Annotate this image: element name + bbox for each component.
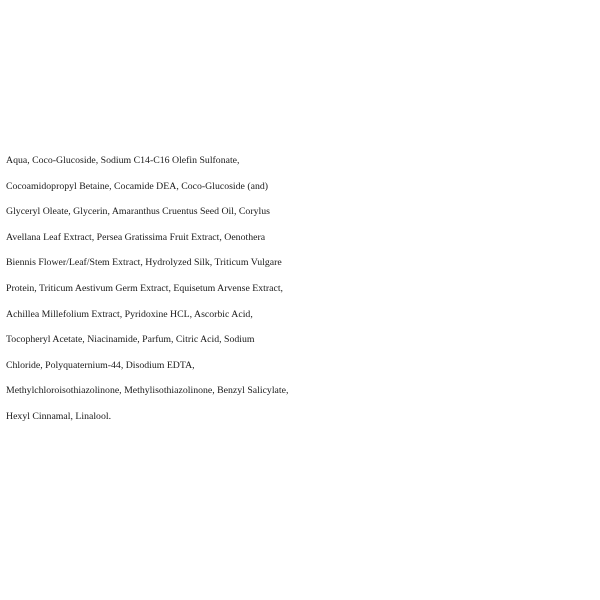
ingredients-line: Chloride, Polyquaternium-44, Disodium EDTA, [6,359,195,371]
ingredients-line: Protein, Triticum Aestivum Germ Extract, Equisetum Arvense Extract, [6,282,283,294]
ingredients-line: Aqua, Coco-Glucoside, Sodium C14-C16 Olefin Sulfonate, [6,155,240,166]
ingredients-line: Hexyl Cinnamal, Linalool. [6,410,112,422]
ingredients-line: Cocoamidopropyl Betaine, Cocamide DEA, Coco-Glucoside (and) [6,180,268,192]
ingredients-line: Achillea Millefolium Extract, Pyridoxine HCL, Ascorbic Acid, [6,308,253,320]
ingredients-line: Biennis Flower/Leaf/Stem Extract, Hydrolyzed Silk, Triticum Vulgare [6,257,282,269]
ingredients-line: Avellana Leaf Extract, Persea Gratissima Fruit Extract, Oenothera [6,231,266,243]
ingredients-line: Glyceryl Oleate, Glycerin, Amaranthus Cruentus Seed Oil, Corylus [6,206,270,218]
ingredients-list [6,148,598,430]
ingredients-line: Methylchloroisothiazolinone, Methylisothiazolinone, Benzyl Salicylate, [6,385,289,397]
ingredients-line: Tocopheryl Acetate, Niacinamide, Parfum, Citric Acid, Sodium [6,334,255,346]
